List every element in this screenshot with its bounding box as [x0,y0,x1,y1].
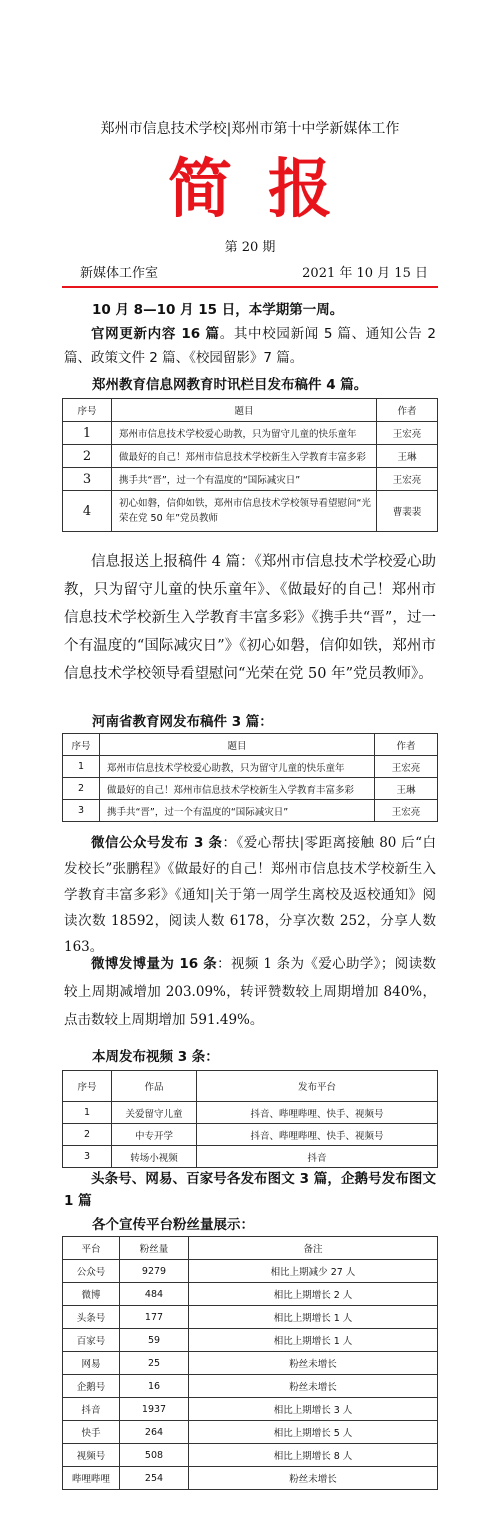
table-row [63,1398,438,1421]
intro-line: 10 月 8—10 月 15 日，本学期第一周。 [92,302,344,318]
platform-name: 抖音 [63,1398,120,1421]
article-title: 做最好的自己！郑州市信息技术学校新生入学教育丰富多彩 [112,445,377,468]
fans-count: 484 [120,1283,189,1306]
video-title: 中专开学 [112,1124,197,1146]
table-row [63,445,438,468]
weibo-lead: 微博发博量为 16 条 [91,956,218,972]
info-report-lead: 信息报送上报稿件 4 篇 [91,554,241,570]
header-cell: 序号 [63,1071,112,1102]
table-row [63,1467,438,1490]
platform-name: 微博 [63,1283,120,1306]
fans-count: 264 [120,1421,189,1444]
article-author: 王宏亮 [375,756,438,778]
header-cell: 题目 [100,734,375,756]
article-author: 王琳 [377,445,438,468]
zhengzhou-articles-table [62,398,438,532]
platform-name: 企鹅号 [63,1375,120,1398]
header-cell: 作者 [375,734,438,756]
header-cell: 序号 [63,734,100,756]
header-cell: 序号 [63,399,112,422]
article-author: 曹裴裴 [377,491,438,532]
zhengzhou-heading: 郑州教育信息网教育时讯栏目发布稿件 4 篇。 [92,377,368,393]
table-row [63,422,438,445]
row-number: 4 [63,491,112,532]
fans-note: 相比上期增长 8 人 [189,1444,438,1467]
platform-name: 百家号 [63,1329,120,1352]
platform-name: 视频号 [63,1444,120,1467]
platform-name: 哔哩哔哩 [63,1467,120,1490]
row-number: 2 [63,1124,112,1146]
henan-articles-table [62,733,438,822]
article-title: 郑州市信息技术学校爱心助教，只为留守儿童的快乐童年 [112,422,377,445]
table-row [63,1102,438,1124]
fans-note: 相比上期增长 1 人 [189,1329,438,1352]
fans-table [62,1236,438,1490]
header-cell: 平台 [63,1237,120,1260]
office-name: 新媒体工作室 [80,266,159,281]
video-title: 关爱留守儿童 [112,1102,197,1124]
article-author: 王宏亮 [377,422,438,445]
fans-count: 59 [120,1329,189,1352]
header-cell: 备注 [189,1237,438,1260]
issue-number: 第 20 期 [224,240,276,255]
row-number: 3 [63,468,112,491]
table-row [63,491,438,532]
fans-count: 177 [120,1306,189,1329]
table-row [63,1146,438,1168]
fans-note: 相比上期增长 1 人 [189,1306,438,1329]
website-paragraph [64,322,436,370]
video-title: 转场小视频 [112,1146,197,1168]
weibo-paragraph [64,950,436,1034]
fans-note: 相比上期增长 2 人 [189,1283,438,1306]
row-number: 3 [63,1146,112,1168]
table-header-row [63,1237,438,1260]
header-cell: 题目 [112,399,377,422]
table-row [63,468,438,491]
video-heading: 本周发布视频 3 条： [92,1049,219,1065]
video-platforms: 抖音 [197,1146,438,1168]
row-number: 1 [63,1102,112,1124]
table-row [63,800,438,822]
article-title: 初心如磐，信仰如铁，郑州市信息技术学校领导看望慰问“光荣在党 50 年”党员教师 [112,491,377,532]
row-number: 2 [63,778,100,800]
row-number: 1 [63,422,112,445]
article-title: 携手共“晋”，过一个有温度的“国际减灾日” [112,468,377,491]
website-rest: 。其中校园新闻 5 篇、通知公告 2 篇、政策文件 2 篇、《校园留影》7 篇。 [64,326,436,366]
table-row [63,1421,438,1444]
table-row [63,1444,438,1467]
table-header-row [63,734,438,756]
bulletin-title: 简报 [168,152,368,227]
table-row [63,1124,438,1146]
fans-count: 254 [120,1467,189,1490]
fans-note: 粉丝未增长 [189,1352,438,1375]
issue-date: 2021 年 10 月 15 日 [302,266,428,281]
table-row [63,1329,438,1352]
article-author: 王琳 [375,778,438,800]
table-row [63,756,438,778]
table-row [63,1306,438,1329]
table-row [63,1352,438,1375]
article-title: 携手共“晋”，过一个有温度的“国际减灾日” [100,800,375,822]
platform-name: 快手 [63,1421,120,1444]
article-title: 郑州市信息技术学校爱心助教，只为留守儿童的快乐童年 [100,756,375,778]
row-number: 2 [63,445,112,468]
toutiao-paragraph: 头条号、网易、百家号各发布图文 3 篇，企鹅号发布图文 1 篇 [64,1171,436,1209]
fans-note: 粉丝未增长 [189,1375,438,1398]
header-cell: 作品 [112,1071,197,1102]
header-cell: 作者 [377,399,438,422]
row-number: 1 [63,756,100,778]
platform-name: 头条号 [63,1306,120,1329]
video-table [62,1070,438,1168]
fans-count: 1937 [120,1398,189,1421]
row-number: 3 [63,800,100,822]
article-title: 做最好的自己！郑州市信息技术学校新生入学教育丰富多彩 [100,778,375,800]
table-header-row [63,399,438,422]
table-row [63,1375,438,1398]
table-row [63,778,438,800]
wechat-lead: 微信公众号发布 3 条 [91,835,223,851]
table-header-row [63,1071,438,1102]
header-cell: 发布平台 [197,1071,438,1102]
fans-count: 9279 [120,1260,189,1283]
weibo-rest: ：视频 1 条为《爱心助学》；阅读数较上周期减增加 203.09%，转评赞数较上周期增加 840%，点击数较上周期增加 591.49%。 [64,956,437,1028]
platform-name: 网易 [63,1352,120,1375]
header-divider [62,286,438,288]
wechat-paragraph [64,830,436,960]
fans-count: 25 [120,1352,189,1375]
info-report-rest: ：《郑州市信息技术学校爱心助教，只为留守儿童的快乐童年》、《做最好的自己！郑州市信息技术学校新生入学教育丰富多彩》《携手共“晋”，过一个有温度的“国际减灾日”》《初心如磐，信仰如铁，郑州市信息技术学校领导看望慰问“光荣在党 50 年”党员教师》。 [64,554,437,682]
article-author: 王宏亮 [377,468,438,491]
video-platforms: 抖音、哔哩哔哩、快手、视频号 [197,1124,438,1146]
article-author: 王宏亮 [375,800,438,822]
info-report-paragraph [64,548,436,688]
fans-count: 508 [120,1444,189,1467]
fans-note: 相比上期增长 3 人 [189,1398,438,1421]
fans-heading: 各个宣传平台粉丝量展示： [92,1217,254,1233]
table-row [63,1283,438,1306]
organization-line: 郑州市信息技术学校|郑州市第十中学新媒体工作 [100,121,400,137]
header-cell: 粉丝量 [120,1237,189,1260]
platform-name: 公众号 [63,1260,120,1283]
fans-count: 16 [120,1375,189,1398]
henan-heading: 河南省教育网发布稿件 3 篇： [92,714,273,730]
fans-note: 相比上期减少 27 人 [189,1260,438,1283]
website-lead: 官网更新内容 16 篇 [91,326,220,342]
wechat-rest: ：《爱心帮扶|零距离接触 80 后“白发校长”张鹏程》《做最好的自己！郑州市信息技术学校新生入学教育丰富多彩》《通知|关于第一周学生离校及返校通知》阅读次数 18592，阅读人数 6178，分享次数 252，分享人数 163。 [64,835,436,955]
video-platforms: 抖音、哔哩哔哩、快手、视频号 [197,1102,438,1124]
fans-note: 相比上期增长 5 人 [189,1421,438,1444]
fans-note: 粉丝未增长 [189,1467,438,1490]
table-row [63,1260,438,1283]
